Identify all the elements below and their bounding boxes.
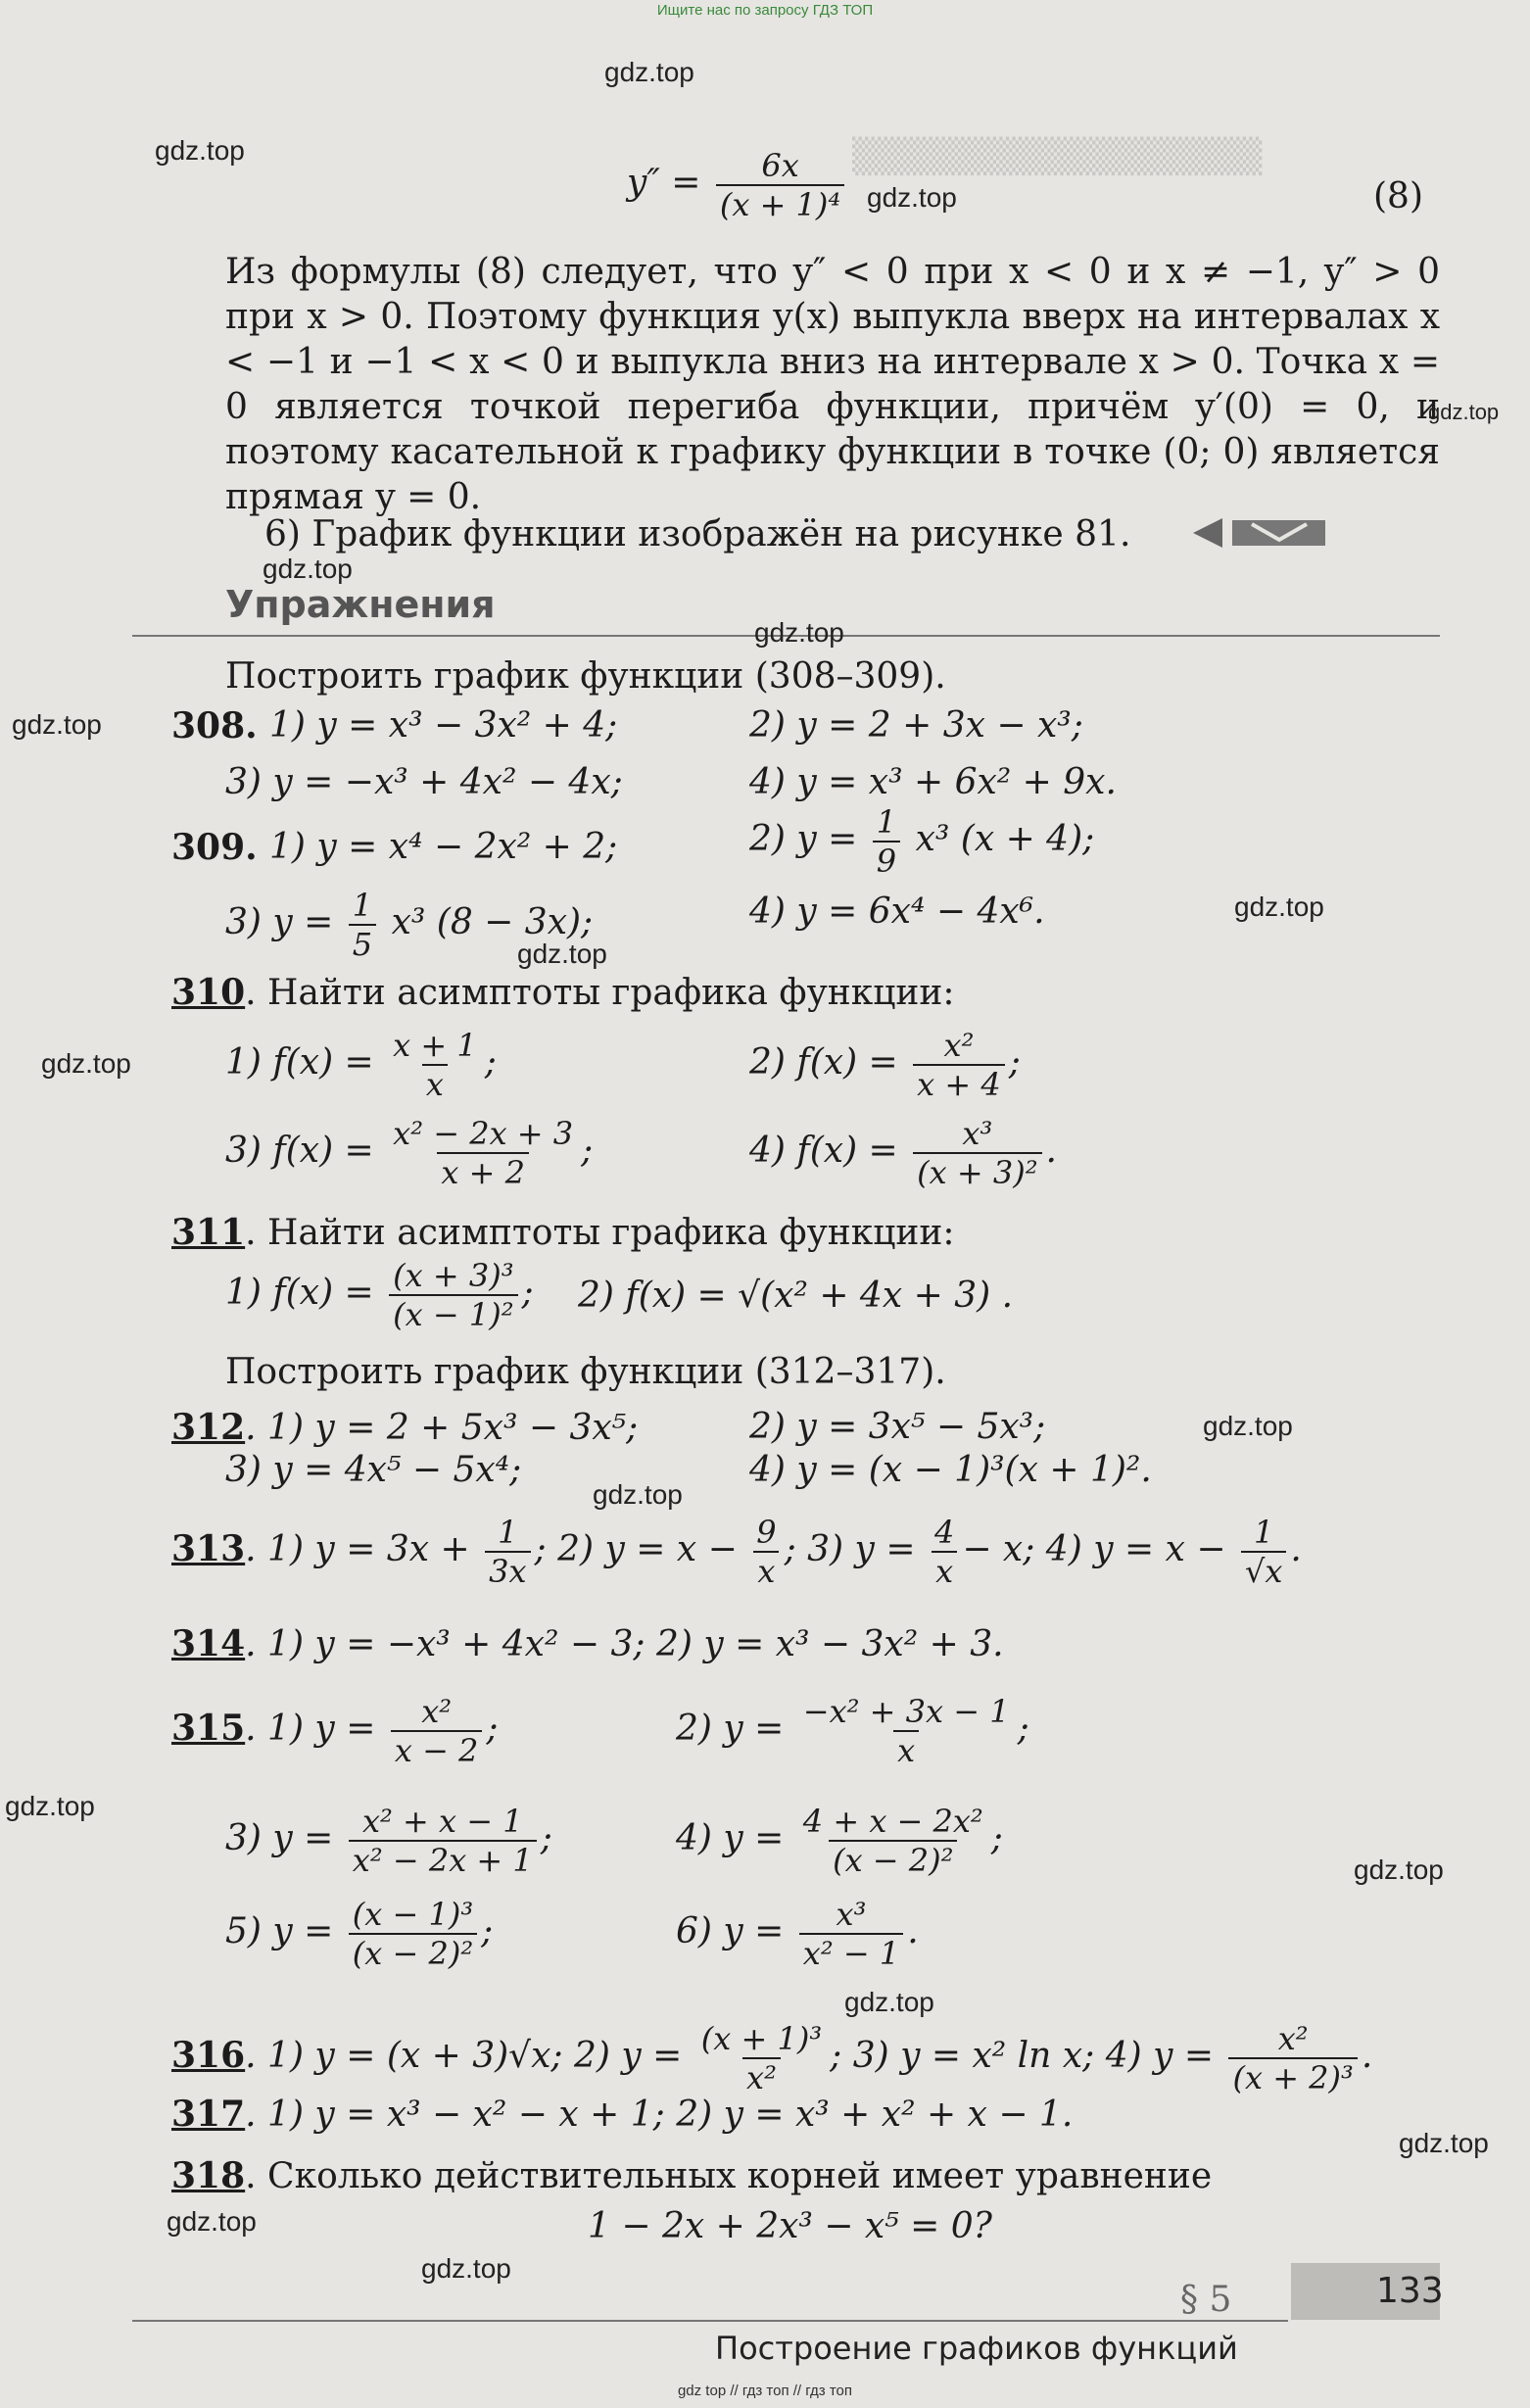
watermark: gdz.top xyxy=(1428,400,1500,424)
ex-310-title: . Найти асимптоты графика функции: xyxy=(245,973,955,1013)
ex-310-number: 310 xyxy=(171,972,246,1013)
ex-310-1 xyxy=(225,1027,497,1103)
ex-315-4-den: (x − 2)² xyxy=(829,1840,957,1879)
ex-310-4-num: x³ xyxy=(962,1115,993,1152)
ex-315-5-post: ; xyxy=(481,1911,494,1951)
ex-315-1-pre: . 1) y = xyxy=(245,1709,376,1749)
ex-315-2-pre: 2) y = xyxy=(676,1709,785,1749)
ex-310-3-den: x + 2 xyxy=(437,1152,529,1191)
ex-315-6 xyxy=(676,1896,919,1972)
watermark: gdz.top xyxy=(1203,1411,1293,1441)
ex-316-4-post: . xyxy=(1361,2036,1373,2076)
exercises-heading: Упражнения xyxy=(225,583,496,626)
ex-315-6-frac xyxy=(799,1896,903,1972)
footer-rule xyxy=(132,2320,1288,2322)
ex-313-1-num: 1 xyxy=(498,1514,518,1551)
ex-309-2-post: x³ (x + 4); xyxy=(915,819,1095,859)
ex-313-2-num: 9 xyxy=(756,1514,777,1551)
watermark: gdz.top xyxy=(517,939,607,969)
ex-312-2: 2) y = 3x⁵ − 5x³; xyxy=(749,1407,1046,1447)
ex-309-2-den: 9 xyxy=(873,841,900,880)
ex-315-4-num: 4 + x − 2x² xyxy=(802,1803,983,1840)
ex-311-number: 311 xyxy=(171,1212,246,1253)
top-note: Ищите нас по запросу ГДЗ ТОП xyxy=(656,2,874,19)
ex-316-c: ; 3) y = x² ln x; 4) y = xyxy=(830,2036,1215,2076)
ex-311-1-pre: 1) f(x) = xyxy=(225,1273,374,1313)
watermark: gdz.top xyxy=(754,617,844,648)
ex-309-2-num: 1 xyxy=(876,803,897,841)
ex-314-number: 314 xyxy=(171,1623,246,1664)
watermark: gdz.top xyxy=(604,57,694,87)
ex-315-3-post: ; xyxy=(540,1818,552,1858)
watermark: gdz.top xyxy=(41,1048,131,1079)
ex-315-3 xyxy=(225,1803,552,1879)
ex-316-4-num: x² xyxy=(1277,2020,1309,2057)
ex-309-number: 309. xyxy=(171,827,258,868)
ex-315-4-frac xyxy=(799,1803,987,1879)
ex-318 xyxy=(171,2153,1212,2199)
ex-316 xyxy=(171,2020,1372,2096)
ex-315-6-num: x³ xyxy=(836,1896,867,1933)
watermark: gdz.top xyxy=(844,1987,934,2017)
ex-310 xyxy=(171,970,955,1016)
ex-315-5-pre: 5) y = xyxy=(225,1911,334,1951)
ex-310-2-frac xyxy=(913,1027,1005,1103)
ex-310-2 xyxy=(749,1027,1021,1103)
ex-315-5-num: (x − 1)³ xyxy=(352,1896,474,1933)
ex-315-1-post: ; xyxy=(486,1709,499,1749)
ex-310-4 xyxy=(749,1115,1057,1191)
ex-309-4: 4) y = 6x⁴ − 4x⁶. xyxy=(749,891,1045,932)
ex-315-2 xyxy=(676,1693,1029,1769)
ex-313-4-den: √x xyxy=(1241,1551,1286,1590)
ex-315-1-den: x − 2 xyxy=(391,1730,483,1769)
ex-310-2-pre: 2) f(x) = xyxy=(749,1042,898,1083)
watermark: gdz.top xyxy=(167,2206,257,2237)
ex-308-number: 308. xyxy=(171,705,258,746)
ex-308-1: 1) y = x³ − 3x² + 4; xyxy=(269,705,618,746)
ex-311-1-frac xyxy=(389,1257,517,1333)
watermark: gdz.top xyxy=(593,1479,683,1510)
formula-8-numerator: 6x xyxy=(761,147,799,184)
ex-311-1 xyxy=(225,1257,534,1333)
formula-8-denominator: (x + 1)⁴ xyxy=(716,184,844,223)
ex-311-1-num: (x + 3)³ xyxy=(393,1257,514,1294)
ex-310-1-post: ; xyxy=(484,1042,497,1083)
watermark: gdz.top xyxy=(867,182,957,213)
task-308-309: Построить график функции (308–309). xyxy=(225,656,946,697)
ex-310-2-post: ; xyxy=(1008,1042,1021,1083)
ex-309-3-frac xyxy=(349,887,376,963)
watermark: gdz.top xyxy=(12,709,102,740)
ex-315-4-post: ; xyxy=(990,1818,1003,1858)
ex-313 xyxy=(171,1514,1302,1590)
formula-8-tag: (8) xyxy=(1373,176,1423,217)
task-312-317: Построить график функции (312–317). xyxy=(225,1352,946,1392)
ex-308-4: 4) y = x³ + 6x² + 9x. xyxy=(749,762,1117,802)
watermark: gdz.top xyxy=(1399,2128,1489,2158)
ex-309-2 xyxy=(749,803,1094,880)
ex-313-4-post: . xyxy=(1290,1529,1302,1569)
ex-315-2-den: x xyxy=(893,1730,919,1769)
ex-311-2: 2) f(x) = √(x² + 4x + 3) . xyxy=(578,1276,1014,1316)
ex-315-3-pre: 3) y = xyxy=(225,1818,334,1858)
page-number: 133 xyxy=(1376,2271,1444,2311)
ex-315-5 xyxy=(225,1896,493,1972)
ex-309-2-pre: 2) y = xyxy=(749,819,858,859)
ex-310-3-pre: 3) f(x) = xyxy=(225,1131,374,1171)
ex-310-2-num: x² xyxy=(943,1027,975,1064)
ex-310-1-den: x xyxy=(422,1064,448,1103)
ex-313-3-den: x xyxy=(932,1551,957,1590)
formula-8-fraction xyxy=(716,147,844,223)
ex-308-2: 2) y = 2 + 3x − x³; xyxy=(749,705,1083,746)
ex-315-4 xyxy=(676,1803,1003,1879)
ex-315-2-num: −x² + 3x − 1 xyxy=(802,1693,1010,1730)
ex-315-2-post: ; xyxy=(1017,1709,1029,1749)
ghost-text: ▒▒▒▒▒▒▒▒▒▒▒▒▒▒▒▒ xyxy=(852,137,1263,176)
ex-312-3: 3) y = 4x⁵ − 5x⁴; xyxy=(225,1450,522,1490)
ex-315-4-pre: 4) y = xyxy=(676,1818,785,1858)
ex-312 xyxy=(171,1405,638,1451)
footer-section: § 5 xyxy=(1180,2280,1232,2320)
ex-310-4-pre: 4) f(x) = xyxy=(749,1131,898,1171)
ex-315-3-den: x² − 2x + 1 xyxy=(349,1840,537,1879)
ex-311-1-post: ; xyxy=(521,1273,534,1313)
ex-310-1-pre: 1) f(x) = xyxy=(225,1042,374,1083)
ex-310-2-den: x + 4 xyxy=(913,1064,1005,1103)
ex-310-4-frac xyxy=(913,1115,1041,1191)
ex-318-text: . Сколько действительных корней имеет уравнение xyxy=(245,2156,1213,2196)
ex-315-3-num: x² + x − 1 xyxy=(361,1803,523,1840)
ex-314 xyxy=(171,1621,1004,1667)
ex-315-5-den: (x − 2)² xyxy=(349,1933,477,1972)
ex-315-1-frac xyxy=(391,1693,483,1769)
ex-311-title: . Найти асимптоты графика функции: xyxy=(245,1213,955,1253)
ex-318-number: 318 xyxy=(171,2155,246,2196)
ex-311-1-den: (x − 1)² xyxy=(389,1294,517,1333)
ex-313-number: 313 xyxy=(171,1528,246,1569)
ex-316-a: . 1) y = (x + 3)√x; 2) y = xyxy=(245,2036,683,2076)
watermark: gdz.top xyxy=(263,554,353,584)
ex-316-2-num: (x + 1)³ xyxy=(700,2020,823,2057)
ex-313-2-pre: ; 2) y = x − xyxy=(534,1529,738,1569)
ex-309-1: 1) y = x⁴ − 2x² + 2; xyxy=(269,827,618,867)
ex-316-2-den: x² xyxy=(742,2057,781,2096)
ex-315-3-frac xyxy=(349,1803,537,1879)
ex-315-number: 315 xyxy=(171,1708,246,1749)
ex-309-2-frac xyxy=(873,803,900,880)
ex-313-3-num: 4 xyxy=(933,1514,955,1551)
ex-310-4-den: (x + 3)² xyxy=(913,1152,1041,1191)
formula-8 xyxy=(627,147,848,223)
ex-313-1-frac xyxy=(485,1514,530,1590)
ex-312-number: 312 xyxy=(171,1407,246,1448)
ex-313-1-pre: . 1) y = 3x + xyxy=(245,1529,470,1569)
ex-310-3 xyxy=(225,1115,593,1191)
formula-8-lhs: y″ = xyxy=(627,163,701,203)
ex-313-1-den: 3x xyxy=(485,1551,530,1590)
ex-314-text: . 1) y = −x³ + 4x² − 3; 2) y = x³ − 3x² + 3. xyxy=(245,1624,1004,1664)
ex-313-3-post: − x; 4) y = x − xyxy=(962,1529,1226,1569)
ex-318-equation: 1 − 2x + 2x³ − x⁵ = 0? xyxy=(588,2206,992,2246)
watermark: gdz.top xyxy=(5,1791,95,1821)
watermark: gdz.top xyxy=(155,135,245,166)
ex-310-4-post: . xyxy=(1045,1131,1057,1171)
ex-315-1 xyxy=(171,1693,499,1769)
ex-317-text: . 1) y = x³ − x² − x + 1; 2) y = x³ + x² + x − 1. xyxy=(245,2095,1074,2135)
arrow-marker-icon xyxy=(1193,516,1330,550)
ex-310-3-post: ; xyxy=(581,1131,594,1171)
ex-315-6-post: . xyxy=(907,1911,919,1951)
ex-315-2-frac xyxy=(799,1693,1014,1769)
ex-315-6-den: x² − 1 xyxy=(799,1933,903,1972)
ex-310-3-frac xyxy=(389,1115,577,1191)
watermark: gdz.top xyxy=(421,2253,511,2284)
explanation-paragraph: Из формулы (8) следует, что y″ < 0 при x < 0 и x ≠ −1, y″ > 0 при x > 0. Поэтому функция y(x) выпукла вверх на интервалах x < −1 и −1 < x < 0 и выпукла вниз на интервале x > 0. Точка x = 0 является точкой перегиба функции, причём y′(0) = 0, и поэтому касательной к графику функции в точке (0; 0) является прямая y = 0. xyxy=(225,252,1440,517)
ex-309-3-pre: 3) y = xyxy=(225,902,334,942)
ex-315-5-frac xyxy=(349,1896,477,1972)
ex-316-2-frac xyxy=(697,2020,826,2096)
ex-308-3: 3) y = −x³ + 4x² − 4x; xyxy=(225,762,623,802)
ex-311 xyxy=(171,1210,955,1256)
watermark: gdz.top xyxy=(1234,891,1324,922)
ex-316-4-den: (x + 2)³ xyxy=(1228,2057,1357,2096)
ex-309-3-num: 1 xyxy=(352,887,373,924)
ex-316-number: 316 xyxy=(171,2035,246,2076)
ex-313-4-frac xyxy=(1241,1514,1286,1590)
ex-313-2-den: x xyxy=(753,1551,779,1590)
ex-309-3-den: 5 xyxy=(349,924,376,963)
ex-312-1: . 1) y = 2 + 5x³ − 3x⁵; xyxy=(245,1408,639,1448)
ex-316-4-frac xyxy=(1228,2020,1357,2096)
ex-315-1-num: x² xyxy=(421,1693,453,1730)
ex-313-3-frac xyxy=(931,1514,958,1590)
ex-317 xyxy=(171,2092,1073,2138)
ex-310-1-frac xyxy=(389,1027,481,1103)
ex-313-3-pre: ; 3) y = xyxy=(784,1529,916,1569)
ex-310-1-num: x + 1 xyxy=(393,1027,477,1064)
ex-313-4-num: 1 xyxy=(1253,1514,1274,1551)
chapter-title: Построение графиков функций xyxy=(715,2330,1238,2367)
watermark: gdz.top xyxy=(1354,1854,1444,1885)
ex-310-3-num: x² − 2x + 3 xyxy=(393,1115,574,1152)
ex-312-4: 4) y = (x − 1)³(x + 1)². xyxy=(749,1450,1152,1490)
ex-315-6-pre: 6) y = xyxy=(676,1911,785,1951)
ex-317-number: 317 xyxy=(171,2094,246,2135)
ex-309-3-post: x³ (8 − 3x); xyxy=(391,902,594,942)
ex-313-2-frac xyxy=(752,1514,780,1590)
bottom-note: gdz top // гдз топ // гдз топ xyxy=(677,2383,853,2399)
item-6-text: 6) График функции изображён на рисунке 81. xyxy=(264,514,1131,554)
